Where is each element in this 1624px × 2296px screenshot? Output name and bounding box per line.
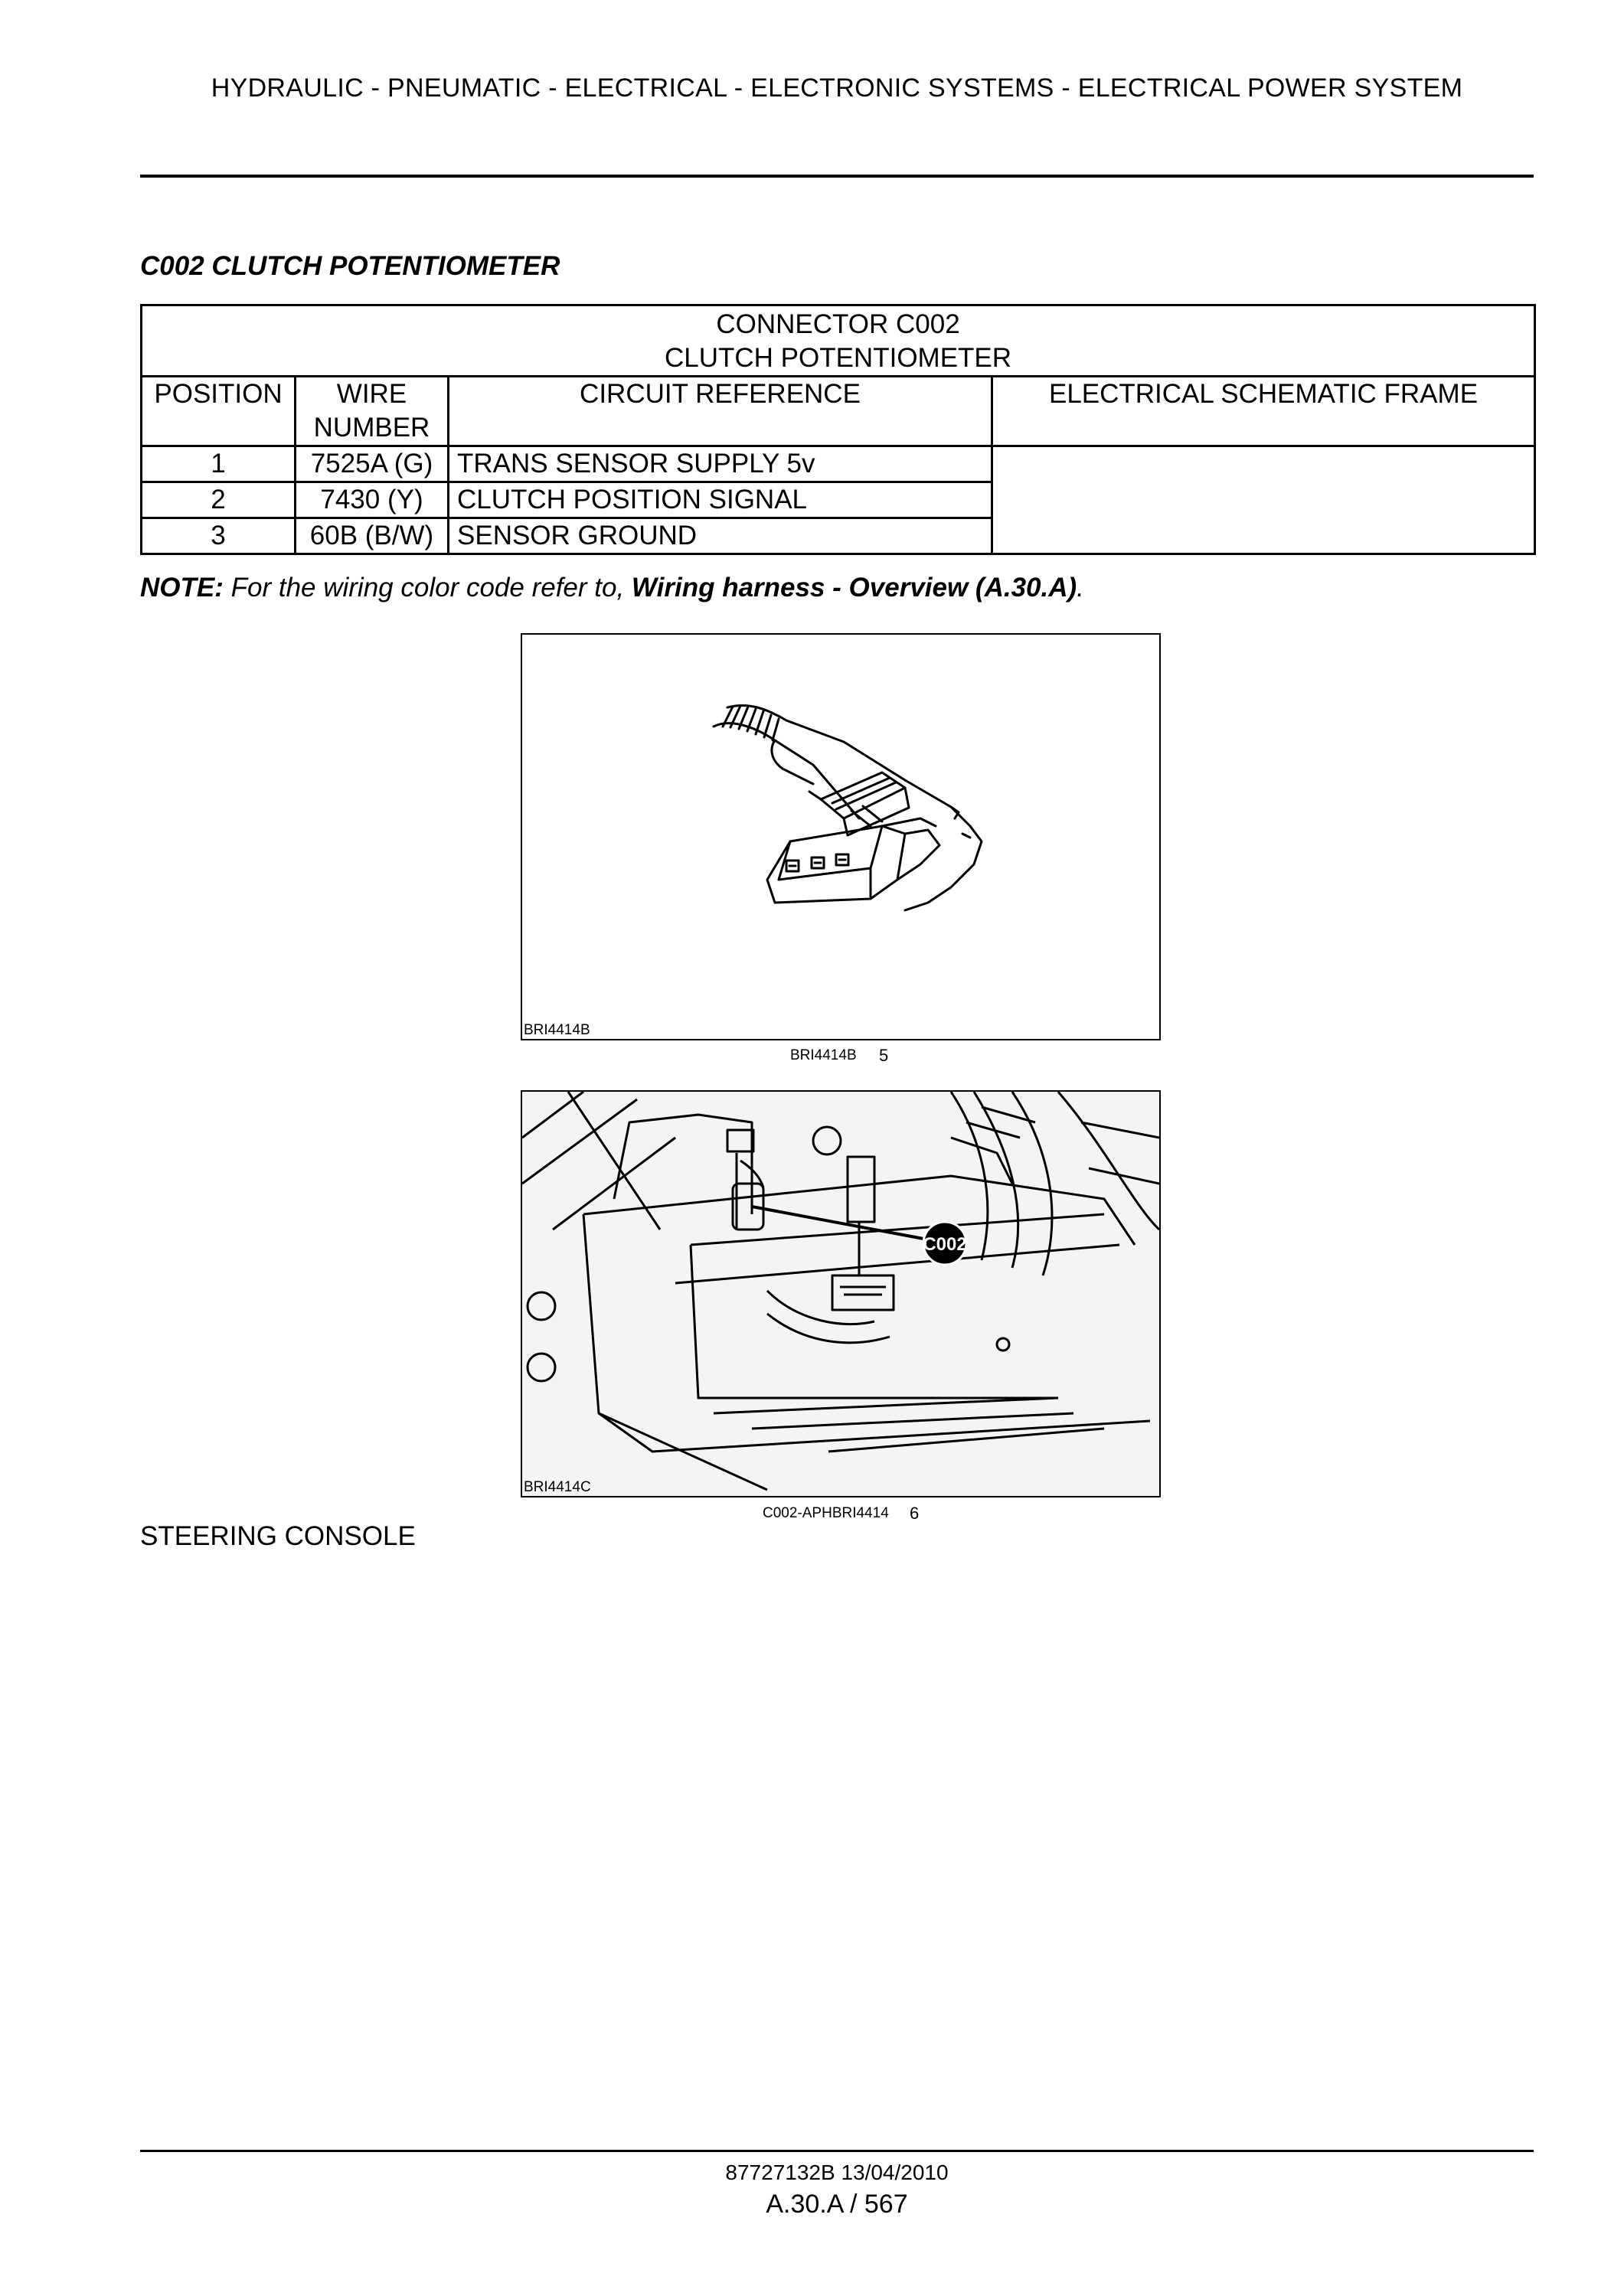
table-title-line1: CONNECTOR C002 (716, 309, 960, 339)
section-title: C002 CLUTCH POTENTIOMETER (140, 251, 560, 281)
table-title-row (142, 305, 1535, 377)
header-wire-line2: NUMBER (313, 413, 430, 443)
table-title-line2: CLUTCH POTENTIOMETER (664, 343, 1012, 373)
connector-illustration (522, 635, 1159, 1039)
row-wire: 7430 (Y) (296, 482, 449, 518)
console-photo (521, 1090, 1161, 1497)
table-row (142, 446, 1535, 482)
row-position: 3 (142, 518, 296, 554)
table-title-cell (142, 305, 1535, 377)
figure2-caption: C002-APHBRI4414 (763, 1505, 889, 1521)
header-circuit-reference: CIRCUIT REFERENCE (449, 377, 992, 446)
row-wire: 60B (B/W) (296, 518, 449, 554)
header-schematic-frame: ELECTRICAL SCHEMATIC FRAME (992, 377, 1535, 446)
row-schematic-frame (992, 446, 1535, 554)
table-header-row (142, 377, 1535, 446)
figure1-label: BRI4414B (524, 1022, 590, 1038)
row-position: 1 (142, 446, 296, 482)
note-link[interactable]: Wiring harness - Overview (A.30.A) (631, 573, 1077, 603)
figure2-number: 6 (910, 1504, 920, 1523)
figure1-number: 5 (879, 1046, 889, 1065)
wiring-note (140, 573, 1084, 603)
row-circuit: CLUTCH POSITION SIGNAL (449, 482, 992, 518)
row-wire: 7525A (G) (296, 446, 449, 482)
figure2-label: BRI4414C (524, 1479, 591, 1495)
console-illustration (522, 1092, 1159, 1496)
row-circuit: TRANS SENSOR SUPPLY 5v (449, 446, 992, 482)
connector-figure (521, 633, 1161, 1040)
figure-caption-text: STEERING CONSOLE (140, 1521, 416, 1551)
row-position: 2 (142, 482, 296, 518)
header-wire-number (296, 377, 449, 446)
note-end: . (1077, 573, 1084, 603)
note-text: For the wiring color code refer to, (230, 573, 625, 603)
connector-table (140, 304, 1536, 555)
footer-rule (140, 2150, 1534, 2152)
footer-code: 87727132B 13/04/2010 (725, 2160, 949, 2184)
header-position: POSITION (142, 377, 296, 446)
page-header-title: HYDRAULIC - PNEUMATIC - ELECTRICAL - ELECTRONIC SYSTEMS - ELECTRICAL POWER SYSTEM (211, 73, 1463, 103)
row-circuit: SENSOR GROUND (449, 518, 992, 554)
header-wire-line1: WIRE (336, 379, 407, 409)
figure1-caption: BRI4414B (790, 1047, 857, 1063)
c002-callout-text: C002 (923, 1234, 967, 1255)
note-label: NOTE: (140, 573, 224, 603)
footer-page-number: A.30.A / 567 (766, 2190, 908, 2219)
header-rule (140, 175, 1534, 178)
